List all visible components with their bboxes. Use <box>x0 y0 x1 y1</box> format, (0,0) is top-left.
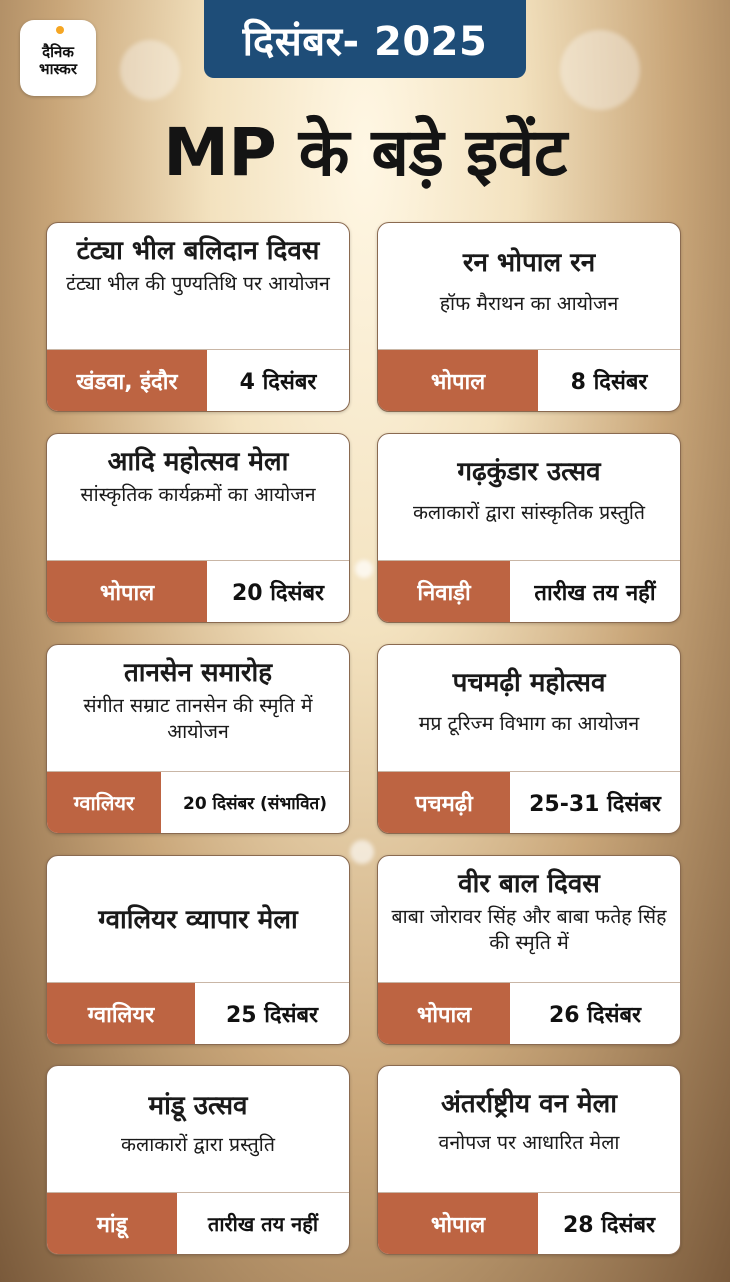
event-place: भोपाल <box>47 561 207 622</box>
event-card <box>46 1065 350 1255</box>
event-description: टंट्या भील की पुण्यतिथि पर आयोजन <box>66 272 330 295</box>
event-place: मांडू <box>47 1193 177 1254</box>
event-date: 20 दिसंबर <box>231 580 325 606</box>
event-date: 25 दिसंबर <box>225 1002 319 1028</box>
event-card-body <box>378 1066 680 1193</box>
event-title: अंतर्राष्ट्रीय वन मेला <box>441 1089 617 1119</box>
event-date: तारीख तय नहीं <box>207 1212 319 1236</box>
event-card <box>46 644 350 834</box>
event-footer <box>47 1192 349 1254</box>
event-card-body <box>378 223 680 350</box>
event-description: मप्र टूरिज्म विभाग का आयोजन <box>418 712 640 735</box>
event-footer <box>47 982 349 1044</box>
event-card <box>46 433 350 623</box>
event-title: मांडू उत्सव <box>148 1091 248 1121</box>
event-card <box>377 222 681 412</box>
event-date: 28 दिसंबर <box>562 1212 656 1238</box>
event-title: वीर बाल दिवस <box>458 869 600 899</box>
event-date: 4 दिसंबर <box>239 369 317 395</box>
event-card <box>377 1065 681 1255</box>
event-description: कलाकारों द्वारा सांस्कृतिक प्रस्तुति <box>412 501 646 524</box>
event-card-body <box>378 856 680 983</box>
event-footer <box>378 1192 680 1254</box>
event-description: सांस्कृतिक कार्यक्रमों का आयोजन <box>80 483 316 506</box>
event-place: निवाड़ी <box>378 561 510 622</box>
event-place: भोपाल <box>378 983 510 1044</box>
bokeh-light <box>120 40 180 100</box>
event-footer <box>47 349 349 411</box>
event-card-body <box>47 645 349 772</box>
event-title: रन भोपाल रन <box>462 248 596 278</box>
event-card-body <box>47 856 349 983</box>
event-title: आदि महोत्सव मेला <box>107 447 289 477</box>
event-date: 8 दिसंबर <box>570 369 648 395</box>
event-card <box>46 222 350 412</box>
logo-sun-icon <box>56 26 64 34</box>
event-title: ग्वालियर व्यापार मेला <box>98 904 298 935</box>
event-date: 20 दिसंबर (संभावित) <box>182 794 327 814</box>
event-description: बाबा जोरावर सिंह और बाबा फतेह सिंह की स्मृति में <box>391 905 667 954</box>
event-footer <box>378 982 680 1044</box>
event-place: भोपाल <box>378 350 538 411</box>
logo-line-1: दैनिक <box>42 43 74 61</box>
bokeh-light <box>355 560 373 578</box>
event-card <box>377 855 681 1045</box>
event-title: गढ़कुंडार उत्सव <box>457 457 601 487</box>
event-title: पचमढ़ी महोत्सव <box>452 668 606 698</box>
event-date: तारीख तय नहीं <box>534 580 656 606</box>
event-title: टंट्या भील बलिदान दिवस <box>76 236 320 266</box>
event-date: 26 दिसंबर <box>548 1002 642 1028</box>
event-description: कलाकारों द्वारा प्रस्तुति <box>121 1133 275 1156</box>
page-headline: MP के बड़े इवेंट <box>163 114 567 191</box>
event-card-body <box>47 434 349 561</box>
event-card-body <box>47 223 349 350</box>
event-card-body <box>378 645 680 772</box>
event-footer <box>47 771 349 833</box>
event-place: ग्वालियर <box>47 772 161 833</box>
event-date: 25-31 दिसंबर <box>529 791 661 817</box>
event-footer <box>378 560 680 622</box>
logo-line-2: भास्कर <box>39 60 77 78</box>
event-place: भोपाल <box>378 1193 538 1254</box>
event-card <box>377 644 681 834</box>
event-card <box>46 855 350 1045</box>
event-card-body <box>47 1066 349 1193</box>
event-place: पचमढ़ी <box>378 772 510 833</box>
event-footer <box>47 560 349 622</box>
event-description: हॉफ मैराथन का आयोजन <box>439 292 619 315</box>
event-footer <box>378 349 680 411</box>
event-card <box>377 433 681 623</box>
event-card-body <box>378 434 680 561</box>
event-title: तानसेन समारोह <box>123 658 273 688</box>
event-place: ग्वालियर <box>47 983 195 1044</box>
event-description: वनोपज पर आधारित मेला <box>438 1131 620 1154</box>
dainik-bhaskar-logo <box>20 20 96 96</box>
event-place: खंडवा, इंदौर <box>47 350 207 411</box>
month-banner: दिसंबर- 2025 <box>204 0 526 78</box>
bokeh-light <box>350 840 374 864</box>
event-description: संगीत सम्राट तानसेन की स्मृति में आयोजन <box>83 694 313 743</box>
event-footer <box>378 771 680 833</box>
bokeh-light <box>560 30 640 110</box>
